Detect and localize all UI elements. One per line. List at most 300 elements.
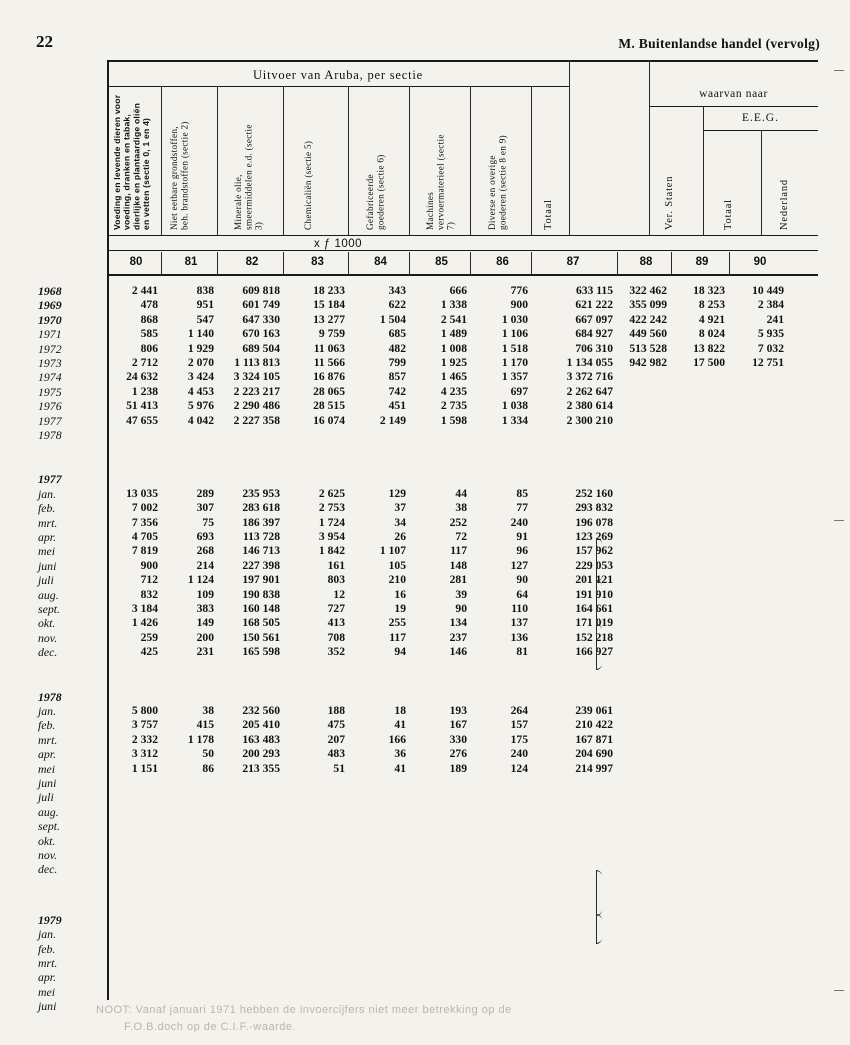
col-label-87: Totaal [543,199,554,230]
table-cell: 513 528 [629,341,667,355]
table-cell: 806 [140,341,158,355]
vsep-86 [531,86,532,235]
vsep-90 [761,130,762,235]
row-label: mrt. [38,956,58,970]
table-cell: 343 [388,284,406,297]
table-cell: 41 [394,718,406,732]
col-label-82: Minerale olie, smeermiddelen e.d. (sectie 3) [233,124,264,230]
table-cell: 75 [202,515,214,529]
col-label-80: Voeding en levende dieren voor voeding, dranken en tabak, dierlijke en plantaardige oliën en vetten (sectie 0, 1 en 4) [112,94,151,230]
brace-mark [596,914,602,944]
table-cell: 1 465 [440,370,467,384]
table-cell: 706 310 [575,341,613,355]
table-cell: 113 728 [242,530,280,543]
table-cell: 16 074 [313,413,345,427]
colnum-89: 89 [695,256,709,268]
table-cell: 259 [140,630,158,644]
table-cell: 18 [394,704,406,717]
table-cell: 44 [455,486,467,500]
page-header-title: M. Buitenlandse handel (vervolg) [618,36,820,51]
rule-waarvan-under [649,106,818,107]
table-cell: 13 822 [693,341,725,355]
table-row [36,927,818,941]
table-cell: 666 [449,284,467,297]
table-cell: 152 218 [575,630,613,644]
table-cell: 322 462 [629,284,667,297]
row-label: dec. [38,862,58,877]
table-cell: 727 [327,602,345,615]
table-cell: 633 115 [575,284,613,297]
rule-body-top [107,274,818,276]
vsep-num-4 [348,252,349,274]
table-cell: 41 [394,761,406,775]
row-label: mrt. [38,515,58,530]
table-cell: 609 818 [242,284,280,297]
table-cell: 2 227 358 [233,413,280,427]
vsep-num-2 [217,252,218,274]
table-cell: 196 078 [575,515,613,529]
table-cell: 900 [510,298,528,312]
row-label: aug. [38,587,59,602]
table-cell: 697 [510,384,528,398]
table-row [36,805,818,819]
table-cell: 16 [394,587,406,601]
table-cell: 164 661 [575,602,613,615]
table-cell: 799 [388,356,406,369]
table-row [36,733,818,747]
table-cell: 289 [196,486,214,500]
colnum-88: 88 [639,256,653,268]
table-row [36,819,818,833]
table-row [36,704,818,718]
table-cell: 50 [202,747,214,761]
table-cell: 36 [394,747,406,761]
row-label: nov. [38,630,58,645]
table-cell: 123 269 [575,530,613,543]
table-cell: 161 [327,558,345,572]
table-cell: 425 [140,645,158,659]
table-row [36,747,818,761]
row-label: jan. [38,927,57,942]
vsep-82 [283,86,284,235]
table-cell: 622 [388,298,406,312]
table-cell: 201 121 [575,573,613,587]
table-cell: 165 598 [242,645,280,659]
brace-mark [596,538,602,582]
table-row [36,516,818,530]
table-cell: 227 398 [242,558,280,572]
table-cell: 355 099 [629,298,667,312]
table-row [36,284,818,298]
row-label: 1970 [38,312,62,327]
table-cell: 3 372 716 [566,370,613,384]
table-cell: 1 008 [440,341,467,355]
table-cell: 214 [196,558,214,572]
table-cell: 5 800 [131,704,158,717]
row-label: 1978 [38,689,62,704]
table-cell: 18 323 [693,284,725,297]
table-row [36,970,818,984]
table-cell: 175 [510,732,528,746]
table-cell: 1 357 [501,370,528,384]
table-cell: 4 921 [698,312,725,326]
table-cell: 1 113 813 [234,356,280,369]
table-cell: 168 505 [242,616,280,630]
table-row [36,776,818,790]
table-cell: 803 [327,573,345,587]
table-cell: 255 [388,616,406,630]
colnum-83: 83 [311,256,324,268]
table-row [36,848,818,862]
table-cell: 900 [140,558,158,572]
table-cell: 451 [388,399,406,413]
vsep-88 [649,60,650,235]
vsep-num-5 [409,252,410,274]
table-cell: 72 [455,530,467,543]
col-label-90: Nederland [779,179,790,230]
table-cell: 167 [449,718,467,732]
vsep-num-1 [161,252,162,274]
table-cell: 1 598 [440,413,467,427]
table-cell: 12 [333,587,345,601]
table-cell: 601 749 [242,298,280,312]
colnum-84: 84 [374,256,387,268]
table-cell: 37 [394,501,406,515]
table-row [36,862,818,876]
table-row [36,544,818,558]
table-cell: 160 148 [242,602,280,615]
table-cell: 188 [327,704,345,717]
table-cell: 2 223 217 [233,384,280,398]
table-cell: 1 925 [440,356,467,369]
row-label: sept. [38,819,60,834]
table-cell: 232 560 [242,704,280,717]
table-cell: 200 293 [242,747,280,761]
table-cell: 149 [196,616,214,630]
table-cell: 3 184 [131,602,158,615]
table-cell: 832 [140,587,158,601]
table-row [36,298,818,312]
table-row [36,588,818,602]
table-row [36,718,818,732]
table-cell: 2 262 647 [566,384,613,398]
table-cell: 146 713 [242,544,280,558]
table-row [36,762,818,776]
table-cell: 4 705 [131,530,158,543]
table-cell: 742 [388,384,406,398]
table-cell: 8 253 [698,298,725,312]
table-cell: 483 [327,747,345,761]
table-cell: 585 [140,327,158,341]
table-row [36,913,818,927]
eeg-label: E.E.G. [742,112,779,124]
table-cell: 214 997 [575,761,613,775]
table-row [36,602,818,616]
table-cell: 3 757 [131,718,158,732]
row-label: 1969 [38,298,62,313]
table-cell: 240 [510,515,528,529]
table-cell: 415 [196,718,214,732]
table-cell: 204 690 [575,747,613,761]
table-cell: 1 489 [440,327,467,341]
table-cell: 189 [449,761,467,775]
table-cell: 1 170 [501,356,528,369]
row-label: mrt. [38,732,58,747]
table-cell: 1 140 [187,327,214,341]
table-cell: 2 384 [757,298,784,312]
table-cell: 482 [388,341,406,355]
table-cell: 90 [516,573,528,587]
vsep-num-8 [617,252,618,274]
table-cell: 26 [394,530,406,543]
table-cell: 157 [510,718,528,732]
table-cell: 2 735 [440,399,467,413]
table-cell: 868 [140,312,158,326]
table-cell: 12 751 [752,356,784,369]
row-label: juli [38,790,54,805]
table-cell: 1 724 [318,515,345,529]
rule-title-under [107,86,569,87]
colnum-82: 82 [245,256,259,268]
row-label: apr. [38,530,57,544]
table-row [36,356,818,370]
vsep-80 [161,86,162,235]
table-cell: 3 324 105 [233,370,280,384]
table-cell: 1 334 [501,413,528,427]
table-cell: 857 [388,370,406,384]
table-cell: 547 [196,312,214,326]
table-cell: 197 901 [242,573,280,587]
col-label-83: Chemicaliën (sectie 5) [303,140,313,230]
table-cell: 352 [327,645,345,659]
table-cell: 413 [327,616,345,630]
table-cell: 2 149 [379,413,406,427]
vsep-num-10 [729,252,730,274]
rule-header-bottom [107,235,818,236]
row-label: juni [38,558,57,573]
table-cell: 186 397 [242,515,280,529]
vsep-81 [217,86,218,235]
row-label: juni [38,776,57,790]
table-cell: 478 [140,298,158,312]
table-cell: 2 441 [131,284,158,297]
table-cell: 383 [196,602,214,615]
table-cell: 127 [510,558,528,572]
table-cell: 776 [510,284,528,297]
table-cell: 2 753 [318,501,345,515]
table-row [36,834,818,848]
col-label-88: Ver. Staten [664,175,675,230]
table-cell: 134 [449,616,467,630]
table-cell: 2 300 210 [566,413,613,427]
table-cell: 293 832 [575,501,613,515]
col-label-85: Machines vervoermaterieel (sectie 7) [425,134,456,230]
table-cell: 4 453 [187,384,214,398]
table-cell: 16 876 [313,370,345,384]
table-row [36,327,818,341]
table-cell: 670 163 [242,327,280,341]
table-cell: 28 065 [313,384,345,398]
table-row [36,428,818,442]
col-label-81: Niet eetbare grondstoffen, beh. brandstoffen (sectie 2) [169,121,190,230]
table-cell: 1 030 [501,312,528,326]
table-cell: 1 842 [318,544,345,558]
table-cell: 2 290 486 [233,399,280,413]
table-cell: 51 413 [126,399,158,413]
table-cell: 77 [516,501,528,515]
table-cell: 951 [196,298,214,312]
table-cell: 1 124 [187,573,214,587]
page-number: 22 [36,32,53,51]
row-label: okt. [38,616,56,631]
table-header [107,60,818,235]
table-cell: 19 [394,602,406,615]
table-cell: 124 [510,761,528,775]
table-cell: 2 380 614 [566,399,613,413]
row-label: feb. [38,501,56,516]
row-label: 1976 [38,399,62,414]
row-label: juli [38,573,54,588]
table-cell: 91 [516,530,528,543]
table-cell: 81 [516,645,528,659]
row-label: jan. [38,704,57,718]
table-row [36,790,818,804]
row-label: 1968 [38,284,62,298]
unit-label: x ƒ 1000 [313,238,363,250]
table-cell: 2 070 [187,356,214,369]
table-cell: 1 238 [131,384,158,398]
table-cell: 281 [449,573,467,587]
table-cell: 5 976 [187,399,214,413]
row-label: dec. [38,645,58,660]
vsep-num-9 [671,252,672,274]
row-label: aug. [38,804,59,819]
table-cell: 693 [196,530,214,543]
colnum-90: 90 [753,256,767,268]
table-cell: 166 [388,732,406,746]
row-label: 1977 [38,472,62,487]
table-cell: 210 422 [575,718,613,732]
table-cell: 252 160 [575,486,613,500]
vsep-84 [409,86,410,235]
table-cell: 213 355 [242,761,280,775]
table-row [36,942,818,956]
row-label: 1979 [38,912,62,927]
row-label: 1975 [38,384,62,399]
table-cell: 422 242 [629,312,667,326]
table-cell: 210 [388,573,406,587]
edge-mark-top [834,70,844,71]
table-cell: 17 500 [693,356,725,369]
table-cell: 1 426 [131,616,158,630]
table-cell: 1 178 [187,732,214,746]
table-row [36,616,818,630]
table-cell: 621 222 [575,298,613,312]
table-cell: 200 [196,630,214,644]
table-cell: 137 [510,616,528,630]
table-cell: 283 618 [242,501,280,515]
row-label: feb. [38,941,56,956]
waarvan-naar-label: waarvan naar [699,88,768,100]
table-cell: 708 [327,630,345,644]
table-cell: 86 [202,761,214,775]
brace-mark [596,870,602,916]
row-label: mei [38,544,56,559]
table-cell: 150 561 [242,630,280,644]
row-label: apr. [38,747,57,762]
table-cell: 264 [510,704,528,717]
row-label: feb. [38,718,56,733]
row-label: okt. [38,833,56,848]
row-label: 1972 [38,341,62,356]
table-row [36,487,818,501]
table-cell: 330 [449,732,467,746]
table-cell: 28 515 [313,399,345,413]
table-cell: 38 [455,501,467,515]
table-cell: 229 053 [575,558,613,572]
table-cell: 11 063 [313,341,345,355]
table-cell: 109 [196,587,214,601]
colnum-81: 81 [184,256,198,268]
table-cell: 1 338 [440,298,467,312]
table-cell: 231 [196,645,214,659]
row-label: 1973 [38,356,62,370]
table-row [36,342,818,356]
table-cell: 117 [450,544,467,558]
table-cell: 1 106 [501,327,528,341]
colnum-85: 85 [435,256,448,268]
table-cell: 163 483 [242,732,280,746]
table-cell: 9 759 [318,327,345,341]
table-cell: 449 560 [629,327,667,341]
row-label: sept. [38,602,60,616]
table-cell: 190 838 [242,587,280,601]
table-row [36,631,818,645]
table-footnote [96,1002,796,1035]
table-cell: 1 929 [187,341,214,355]
table-cell: 689 504 [242,341,280,355]
row-label: mei [38,761,56,776]
table-row [36,645,818,659]
table-cell: 252 [449,515,467,529]
table-cell: 8 024 [698,327,725,341]
table-cell: 110 [511,602,528,615]
row-label: mei [38,984,56,999]
footnote-line-2: F.O.B.doch op de C.I.F.-waarde. [124,1020,297,1033]
table-cell: 1 504 [379,312,406,326]
table-cell: 94 [394,645,406,659]
row-label: jan. [38,486,57,501]
table-cell: 24 632 [126,370,158,384]
table-cell: 942 982 [629,356,667,369]
table-row [36,472,818,486]
table-cell: 207 [327,732,345,746]
footnote-line-1: NOOT: Vanaf januari 1971 hebben de invoercijfers niet meer betrekking op de [96,1004,512,1016]
row-label: 1977 [38,413,62,428]
vsep-87 [569,60,570,235]
table-cell: 307 [196,501,214,515]
table-cell: 3 954 [318,530,345,543]
edge-mark-mid [834,520,844,521]
table-cell: 235 953 [242,486,280,500]
table-cell: 39 [455,587,467,601]
table-cell: 34 [394,515,406,529]
table-cell: 5 935 [757,327,784,341]
vsep-num-7 [531,252,532,274]
table-cell: 4 235 [440,384,467,398]
table-cell: 240 [510,747,528,761]
row-label: 1978 [38,428,62,442]
